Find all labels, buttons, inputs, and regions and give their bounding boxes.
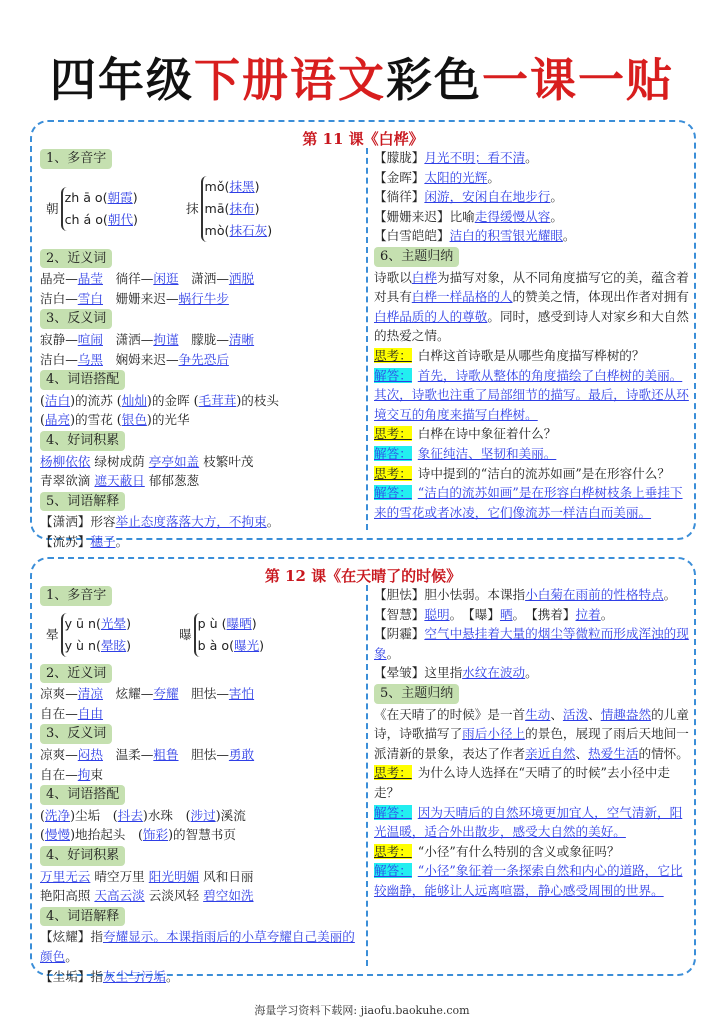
polyphone-group	[179, 613, 264, 657]
text: 温柔—	[102, 746, 154, 762]
answer-text: 闷热	[77, 746, 103, 762]
text: )的流苏 (	[70, 392, 122, 408]
text: 。	[266, 514, 280, 530]
section-heading: 1、多音字	[40, 149, 112, 169]
text: (	[40, 827, 45, 843]
text: 白桦这首诗歌是从哪些角度描写桦树的？	[417, 347, 645, 363]
polyphone-block	[40, 170, 364, 248]
lesson-title: 第 12 课《在天晴了的时候》	[264, 567, 462, 585]
section-heading-row	[40, 491, 364, 513]
text: 【尘垢】指	[40, 968, 103, 984]
text-line	[40, 704, 364, 724]
answer-text: 雨后小径上	[462, 726, 526, 742]
left-column	[40, 148, 364, 552]
text: (	[40, 412, 45, 428]
text: 凉爽—	[40, 686, 78, 702]
answer-label: 解答：	[374, 485, 412, 501]
polyphone-char: 朝	[46, 200, 59, 216]
text-line	[374, 624, 692, 663]
paren: )	[259, 637, 265, 653]
text: 绿树成荫	[90, 453, 149, 469]
text: 诗中提到的“洁白的流苏如画”是在形容什么？	[417, 465, 670, 481]
answer-text: 雪白	[77, 290, 103, 306]
answer-text: 碧空如洗	[203, 888, 254, 904]
section-heading: 3、反义词	[40, 309, 112, 329]
text: 【智慧】	[374, 606, 425, 622]
pronunciation-item	[65, 187, 138, 209]
text: 枝繁叶茂	[199, 453, 254, 469]
answer-text: 闲逛	[153, 271, 179, 287]
text: 胆怯—	[178, 686, 229, 702]
text: “小径”有什么特别的含义或象征吗？	[417, 843, 620, 859]
polyphone-char: 晕	[46, 626, 59, 642]
section-heading: 4、好词积累	[40, 846, 125, 866]
text-line	[374, 464, 692, 484]
think-label: 思考：	[374, 765, 412, 781]
section-heading: 6、主题归纳	[374, 247, 459, 267]
answer-text: 热爱生活	[588, 745, 639, 761]
text: 徜徉—	[102, 271, 154, 287]
example-word: 曝光	[233, 637, 260, 653]
text-line	[40, 452, 364, 472]
pinyin: zh ā o(	[64, 189, 108, 205]
lesson-11-card	[30, 120, 696, 549]
text-line	[374, 763, 692, 802]
text: 。	[525, 665, 538, 681]
text-line	[374, 444, 692, 464]
text-line	[374, 168, 692, 188]
text-line	[40, 330, 364, 350]
answer-text: 走得缓慢从容	[474, 208, 551, 224]
text: )的枝头	[236, 392, 280, 408]
answer-text: 月光不明；看不清	[424, 150, 526, 165]
answer-text: 灰尘与污垢	[102, 968, 166, 984]
answer-label: 解答：	[374, 863, 412, 879]
text: 、	[550, 706, 563, 722]
answer-text: 自由	[77, 705, 103, 721]
text: 朦胧—	[178, 331, 229, 347]
answer-text: 毛茸茸	[198, 392, 237, 408]
answer-text: 亭亭如盖	[148, 453, 200, 469]
example-word: 抹黑	[229, 178, 255, 194]
pronunciation-item	[198, 613, 264, 635]
answer-text: 清凉	[77, 686, 103, 702]
section-heading-row	[40, 248, 364, 270]
text: 洁白—	[40, 290, 78, 306]
text-line	[374, 424, 692, 444]
section-heading: 5、词语解释	[40, 492, 125, 512]
text-line	[40, 391, 364, 411]
lesson-title: 第 11 课《白桦》	[302, 130, 424, 148]
text: 艳阳高照	[40, 888, 95, 904]
answer-text: 举止态度落落大方，不拘束	[115, 514, 267, 530]
answer-text: 聪明	[424, 606, 450, 622]
answer-text: 饰彩	[142, 827, 169, 843]
text-line	[40, 512, 364, 532]
answer-text: 勇敢	[228, 746, 255, 762]
text: 潇洒—	[102, 331, 154, 347]
answer-text: 喧闹	[77, 331, 103, 347]
answer-text: 空气中悬挂着大量的烟尘等微粒而形成浑浊的现象	[374, 626, 689, 661]
answer-text: 小白菊在雨前的性格特点	[525, 587, 664, 602]
answer-text: 首先，诗歌从整体的角度描绘了白桦树的美丽。其次，诗歌也注重了局部细节的描写。最后，诗歌还从环境交互的角度来描写白桦树。	[374, 367, 689, 422]
pronunciation-list	[61, 187, 138, 231]
answer-text: 粗鲁	[153, 746, 179, 762]
text-line	[40, 471, 364, 491]
polyphone-group	[186, 176, 272, 242]
text: 【炫耀】指	[40, 929, 103, 945]
pronunciation-item	[198, 635, 264, 657]
text: 。	[386, 645, 400, 661]
answer-text: 穗子	[90, 533, 116, 549]
section-heading-row	[40, 723, 364, 745]
text-line	[40, 745, 364, 765]
pronunciation-item	[65, 209, 138, 231]
answer-text: 亲近自然	[525, 745, 576, 761]
answer-text: 水纹在波动	[462, 665, 526, 681]
text: 。	[550, 208, 563, 224]
text: 。	[487, 169, 500, 185]
text: 。同时，感受到诗人对家乡和大自然的热爱之情。	[374, 308, 689, 344]
text-line	[40, 765, 364, 785]
answer-text: 灿灿	[121, 392, 147, 408]
text: 。	[115, 533, 129, 549]
answer-text: 闲游，安闲自在地步行	[424, 189, 551, 205]
text: )的智慧书页	[168, 827, 236, 843]
answer-text: 乌黑	[77, 351, 103, 367]
section-heading-row	[40, 845, 364, 867]
text: 凉爽—	[40, 746, 78, 762]
pinyin: b à o(	[197, 637, 234, 653]
text: 【姗姗来迟】比喻	[374, 208, 475, 224]
pinyin: y ū n(	[64, 615, 101, 631]
pinyin: mā(	[204, 200, 230, 216]
title-part: 四年级	[50, 53, 194, 107]
answer-text: 白桦一样品格的人	[411, 289, 513, 305]
pronunciation-item	[65, 635, 131, 657]
text: 为什么诗人选择在“天晴了的时候”去小径中走走？	[374, 765, 670, 800]
text: 。	[65, 948, 78, 964]
answer-text: 害怕	[228, 686, 255, 702]
title-part: 一课一贴	[482, 53, 674, 107]
section-heading: 4、好词积累	[40, 431, 125, 451]
text: 青翠欲滴	[40, 473, 95, 489]
section-heading-row	[40, 430, 364, 452]
paren: )	[251, 615, 257, 631]
text-line	[374, 861, 692, 900]
section-heading-row	[40, 148, 364, 170]
answer-label: 解答：	[374, 367, 412, 383]
think-label: 思考：	[374, 465, 412, 481]
think-label: 思考：	[374, 843, 412, 859]
text: 的景色，展现了雨后天地间一派清新的景象，表达了作者	[374, 726, 689, 761]
text: (	[40, 807, 45, 823]
answer-text: 晶亮	[44, 412, 71, 428]
page-title	[0, 44, 724, 110]
text: 潇洒—	[178, 271, 229, 287]
example-word: 抹石灰	[229, 222, 268, 238]
text-line	[40, 806, 364, 826]
answer-text: 洁白的积雪银光耀眼	[449, 228, 563, 244]
section-heading: 4、词语解释	[40, 907, 125, 927]
text-line	[374, 842, 692, 862]
answer-text: 杨柳依依	[40, 453, 91, 469]
pronunciation-item	[65, 613, 131, 635]
example-word: 晕眩	[100, 637, 127, 653]
text-line	[40, 532, 364, 552]
section-heading-row	[40, 585, 364, 607]
text: 束	[90, 766, 103, 782]
example-word: 光晕	[100, 615, 127, 631]
polyphone-char: 曝	[179, 626, 192, 642]
text-line	[374, 663, 692, 683]
text: 的儿童诗，诗歌描写了	[374, 706, 689, 742]
text-line	[40, 825, 364, 845]
pinyin: ch á o(	[64, 211, 108, 227]
text: )尘垢 (	[70, 807, 118, 823]
text: 【流苏】	[40, 533, 91, 549]
text-line	[40, 886, 364, 906]
text: 云淡风轻	[144, 888, 204, 904]
text: )的雪花 (	[70, 412, 122, 428]
answer-text: 争先恐后	[178, 351, 229, 367]
text-line	[374, 148, 692, 168]
think-label: 思考：	[374, 426, 412, 442]
text-line	[40, 410, 364, 430]
paren: )	[133, 211, 138, 227]
footer-text: 海量学习资料下载网: jiaofu.baokuhe.com	[254, 1004, 470, 1017]
pinyin: mǒ(	[204, 178, 230, 194]
answer-text: 洗净	[44, 807, 71, 823]
answer-text: 活泼	[562, 706, 589, 722]
text: 胆怯—	[178, 746, 229, 762]
example-word: 抹布	[229, 200, 255, 216]
answer-text: 天高云淡	[94, 888, 145, 904]
answer-text: “洁白的流苏如画”是在形容白桦树枝条上垂挂下来的雪花或者冰凌，它们像流苏一样洁白而美丽。	[374, 485, 683, 520]
text: (	[40, 392, 45, 408]
answer-text: 拘谨	[153, 331, 179, 347]
answer-text: 阳光明媚	[148, 868, 200, 884]
pronunciation-item	[205, 198, 273, 220]
pinyin: y ù n(	[64, 637, 101, 653]
lesson-12-card	[30, 557, 696, 984]
text: 【徜徉】	[374, 189, 425, 205]
text: 。	[165, 968, 179, 984]
text-line	[40, 867, 364, 887]
section-heading-row	[374, 683, 692, 705]
text: 娴姆来迟—	[102, 351, 179, 367]
text-line	[374, 187, 692, 207]
answer-text: 夸耀显示。本课指雨后的小草夸耀自己美丽的颜色	[40, 929, 355, 964]
answer-text: 情趣盎然	[600, 706, 652, 722]
text: 【朦胧】	[374, 150, 425, 165]
text: 【阴霾】	[374, 626, 425, 642]
text: 。	[663, 587, 677, 602]
paren: )	[254, 178, 260, 194]
text: )地抬起头 (	[70, 827, 143, 843]
text: 诗歌以	[374, 269, 412, 285]
pronunciation-item	[205, 176, 273, 198]
text-line	[40, 967, 364, 987]
text: 【晕皱】这里指	[374, 665, 463, 681]
text: 。	[550, 189, 563, 205]
text: 姗姗来迟—	[102, 290, 179, 306]
text: )水珠 (	[142, 807, 191, 823]
answer-text: 白桦	[411, 269, 437, 285]
text: 。	[562, 228, 576, 244]
text: 。	[600, 606, 614, 622]
text: )的金晖 (	[146, 392, 199, 408]
answer-text: 抖去	[117, 807, 143, 823]
text: 、	[588, 706, 601, 722]
pinyin: mò(	[204, 222, 230, 238]
example-word: 朝代	[107, 211, 134, 227]
text-line	[374, 705, 692, 764]
text-line	[374, 366, 692, 425]
answer-text: 因为天晴后的自然环境更加宜人，空气清新，阳光温暖，适合外出散步，感受大自然的美好。	[374, 804, 683, 840]
paren: )	[267, 222, 273, 238]
text: 自在—	[40, 705, 78, 721]
think-label: 思考：	[374, 347, 412, 363]
paren: )	[132, 189, 138, 205]
section-heading-row	[40, 308, 364, 330]
text: 自在—	[40, 766, 78, 782]
answer-text: 晒	[499, 606, 513, 622]
text-line	[374, 803, 692, 842]
answer-text: 夸耀	[153, 686, 179, 702]
text: 【金晖】	[374, 169, 425, 185]
answer-text: 洒脱	[228, 271, 255, 287]
right-column	[366, 148, 692, 530]
text: 的赞美之情，体现出作者对拥有	[512, 289, 689, 305]
text: 晶亮—	[40, 271, 78, 287]
title-part: 彩色	[386, 53, 482, 107]
pinyin: p ù (	[197, 615, 227, 631]
text: 炫耀—	[102, 686, 154, 702]
section-heading-row	[40, 663, 364, 685]
example-word: 曝晒	[226, 615, 252, 631]
answer-text: “小径”象征着一条探索自然和内心的道路，它比较幽静，能够让人远离喧嚣，静心感受周围的世界。	[374, 863, 683, 898]
text: 晴空万里	[90, 868, 149, 884]
text-line	[40, 289, 364, 309]
section-heading: 2、近义词	[40, 249, 112, 269]
text-line	[40, 927, 364, 966]
text: 【胆怯】胆小怯弱。本课指	[374, 587, 526, 602]
section-heading-row	[40, 906, 364, 928]
right-column	[366, 585, 692, 966]
section-heading: 3、反义词	[40, 724, 112, 744]
pronunciation-list	[194, 613, 264, 657]
text: 。 【携着】	[512, 606, 576, 622]
example-word: 朝霞	[107, 189, 133, 205]
text: 的情怀。	[638, 745, 689, 761]
pronunciation-list	[201, 176, 273, 242]
polyphone-char: 抹	[185, 200, 199, 216]
answer-text: 慢慢	[44, 827, 71, 843]
text: 风和日丽	[199, 868, 254, 884]
answer-text: 洁白	[44, 392, 71, 408]
answer-text: 蜗行牛步	[178, 290, 229, 306]
answer-text: 万里无云	[40, 868, 91, 884]
answer-text: 白桦品质的人的尊敬	[374, 308, 488, 324]
text-line	[374, 268, 692, 346]
text-line	[374, 605, 692, 625]
answer-text: 象征纯洁、坚韧和美丽。	[417, 445, 557, 461]
text: 为描写对象，从不同角度描写它的美，蕴含着对具有	[374, 269, 689, 305]
pronunciation-list	[61, 613, 131, 657]
text: 《在天晴了的时候》是一首	[374, 706, 526, 722]
section-heading: 4、词语搭配	[40, 370, 125, 390]
answer-label: 解答：	[374, 445, 412, 461]
paren: )	[254, 200, 260, 216]
paren: )	[126, 615, 132, 631]
text-line	[374, 483, 692, 522]
text: 白桦在诗中象征着什么？	[417, 426, 557, 442]
text: 。 【曝】	[449, 606, 500, 622]
section-heading-row	[374, 246, 692, 268]
text: 【潇洒】形容	[40, 514, 116, 530]
section-heading: 5、主题归纳	[374, 684, 459, 704]
polyphone-group	[46, 176, 138, 242]
answer-label: 解答：	[374, 804, 412, 820]
polyphone-block	[40, 607, 364, 663]
answer-text: 拉着	[575, 606, 601, 622]
text: 。	[525, 150, 538, 165]
text-line	[374, 585, 692, 605]
title-part: 下册语文	[194, 53, 386, 107]
answer-text: 生动	[525, 706, 551, 722]
answer-text: 银色	[121, 412, 147, 428]
text: 寂静—	[40, 331, 78, 347]
text-line	[374, 346, 692, 366]
answer-text: 太阳的光辉	[424, 169, 488, 185]
answer-text: 晶莹	[77, 271, 103, 287]
section-heading-row	[40, 784, 364, 806]
text-line	[40, 269, 364, 289]
text-line	[40, 350, 364, 370]
text: )的光华	[146, 412, 190, 428]
text-line	[40, 684, 364, 704]
answer-text: 遮天蔽日	[94, 473, 145, 489]
section-heading: 1、多音字	[40, 586, 112, 606]
text: )溪流	[215, 807, 246, 823]
text: 郁郁葱葱	[144, 473, 200, 489]
text: 【白雪皑皑】	[374, 228, 450, 244]
answer-text: 拘	[77, 766, 91, 782]
answer-text: 清晰	[228, 331, 255, 347]
text-line	[374, 226, 692, 246]
section-heading: 2、近义词	[40, 664, 112, 684]
polyphone-group	[46, 613, 131, 657]
left-column	[40, 585, 364, 986]
text-line	[374, 207, 692, 227]
section-heading: 4、词语搭配	[40, 785, 125, 805]
text: 、	[575, 745, 589, 761]
text: 洁白—	[40, 351, 78, 367]
section-heading-row	[40, 369, 364, 391]
answer-text: 涉过	[190, 807, 216, 823]
paren: )	[126, 637, 132, 653]
pronunciation-item	[205, 220, 273, 242]
